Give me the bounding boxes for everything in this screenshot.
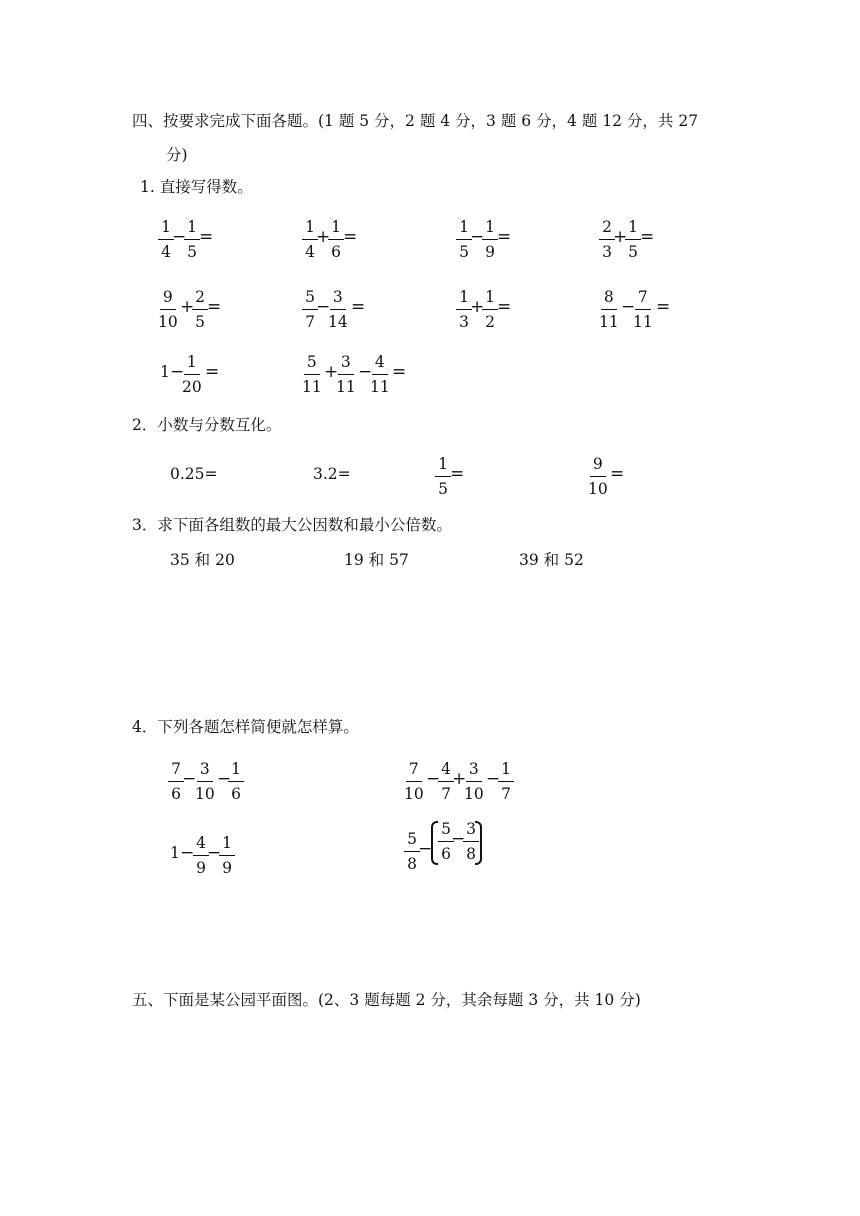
fraction xyxy=(482,290,498,330)
numerator: 1 xyxy=(184,220,200,240)
numerator: 1 xyxy=(498,762,514,782)
denominator: 10 xyxy=(588,479,608,498)
fraction xyxy=(482,220,498,260)
denominator: 11 xyxy=(302,377,322,396)
denominator: 9 xyxy=(196,858,206,877)
operator: + xyxy=(470,297,485,317)
fraction xyxy=(588,457,608,497)
equals-sign: = xyxy=(199,227,214,247)
fraction xyxy=(633,290,653,330)
numerator: 7 xyxy=(168,762,184,782)
denominator: 11 xyxy=(370,377,390,396)
numerator: 2 xyxy=(599,220,615,240)
equals-sign: = xyxy=(207,297,222,317)
operator: − xyxy=(418,839,433,859)
section4-heading-line1: 四、按要求完成下面各题。(1 题 5 分，2 题 4 分，3 题 6 分，4 题 12 分，共 27 xyxy=(132,112,699,130)
operator: − xyxy=(621,297,636,317)
numerator: 1 xyxy=(228,762,244,782)
equals-sign: = xyxy=(343,227,358,247)
operator: − xyxy=(316,297,331,317)
equals-sign: = xyxy=(392,362,407,382)
denominator: 9 xyxy=(222,858,232,877)
equals-sign: = xyxy=(610,464,625,484)
numerator: 1 xyxy=(482,290,498,310)
q4-title: 4．下列各题怎样简便就怎样算。 xyxy=(132,718,359,736)
denominator: 4 xyxy=(161,242,171,261)
fraction xyxy=(192,290,208,330)
denominator: 5 xyxy=(628,242,638,261)
numerator: 1 xyxy=(328,220,344,240)
denominator: 3 xyxy=(459,312,469,331)
fraction xyxy=(158,290,178,330)
fraction xyxy=(404,762,424,802)
q2-item-2: 3.2= xyxy=(313,465,351,483)
numerator: 5 xyxy=(404,832,420,852)
denominator: 5 xyxy=(459,242,469,261)
numerator: 7 xyxy=(635,290,651,310)
numerator: 4 xyxy=(372,355,388,375)
denominator: 6 xyxy=(171,784,181,803)
equals-sign: = xyxy=(640,227,655,247)
denominator: 10 xyxy=(404,784,424,803)
fraction xyxy=(435,457,451,497)
q1-title: 1. 直接写得数。 xyxy=(140,178,253,196)
q2-title: 2．小数与分数互化。 xyxy=(132,416,282,434)
q2-item-1: 0.25= xyxy=(170,465,218,483)
denominator: 6 xyxy=(231,784,241,803)
denominator: 11 xyxy=(599,312,619,331)
section4-heading-line2: 分) xyxy=(166,146,188,164)
equals-sign: = xyxy=(497,297,512,317)
denominator: 20 xyxy=(182,377,202,396)
operator: − xyxy=(486,769,501,789)
numerator: 1 xyxy=(435,457,451,477)
leading-number: 1 xyxy=(160,363,170,381)
denominator: 7 xyxy=(441,784,451,803)
operator: + xyxy=(452,769,467,789)
equals-sign: = xyxy=(656,297,671,317)
operator: + xyxy=(180,297,195,317)
equals-sign: = xyxy=(351,297,366,317)
operator: − xyxy=(358,362,373,382)
operator: − xyxy=(470,227,485,247)
numerator: 1 xyxy=(219,836,235,856)
denominator: 8 xyxy=(407,854,417,873)
q3-pair-3: 39 和 52 xyxy=(519,551,584,569)
numerator: 3 xyxy=(197,762,213,782)
equals-sign: = xyxy=(205,362,220,382)
fraction xyxy=(625,220,641,260)
fraction xyxy=(328,220,344,260)
fraction xyxy=(370,355,390,395)
operator: − xyxy=(172,227,187,247)
numerator: 4 xyxy=(438,762,454,782)
operator: + xyxy=(316,227,331,247)
fraction xyxy=(336,355,356,395)
denominator: 6 xyxy=(441,844,451,863)
numerator: 5 xyxy=(302,290,318,310)
numerator: 1 xyxy=(456,220,472,240)
fraction xyxy=(464,762,484,802)
denominator: 5 xyxy=(195,312,205,331)
fraction xyxy=(328,290,348,330)
numerator: 3 xyxy=(466,762,482,782)
fraction xyxy=(228,762,244,802)
numerator: 9 xyxy=(590,457,606,477)
denominator: 3 xyxy=(602,242,612,261)
numerator: 1 xyxy=(625,220,641,240)
numerator: 1 xyxy=(302,220,318,240)
numerator: 4 xyxy=(193,836,209,856)
denominator: 11 xyxy=(336,377,356,396)
operator: − xyxy=(451,829,466,849)
denominator: 6 xyxy=(331,242,341,261)
leading-number: 1 xyxy=(170,844,180,862)
numerator: 2 xyxy=(192,290,208,310)
denominator: 5 xyxy=(438,479,448,498)
operator: + xyxy=(324,362,339,382)
q3-title: 3．求下面各组数的最大公因数和最小公倍数。 xyxy=(132,516,452,534)
operator: + xyxy=(613,227,628,247)
fraction xyxy=(182,355,202,395)
right-parenthesis xyxy=(475,821,482,865)
numerator: 5 xyxy=(438,822,454,842)
numerator: 3 xyxy=(463,822,479,842)
denominator: 10 xyxy=(158,312,178,331)
fraction xyxy=(599,290,619,330)
equals-sign: = xyxy=(497,227,512,247)
operator: − xyxy=(170,362,185,382)
denominator: 4 xyxy=(305,242,315,261)
numerator: 3 xyxy=(338,355,354,375)
fraction xyxy=(195,762,215,802)
denominator: 5 xyxy=(187,242,197,261)
denominator: 10 xyxy=(464,784,484,803)
numerator: 5 xyxy=(304,355,320,375)
numerator: 1 xyxy=(184,355,200,375)
denominator: 11 xyxy=(633,312,653,331)
denominator: 7 xyxy=(501,784,511,803)
numerator: 3 xyxy=(330,290,346,310)
numerator: 1 xyxy=(482,220,498,240)
operator: − xyxy=(182,769,197,789)
denominator: 8 xyxy=(466,844,476,863)
numerator: 1 xyxy=(456,290,472,310)
numerator: 7 xyxy=(406,762,422,782)
numerator: 8 xyxy=(601,290,617,310)
numerator: 1 xyxy=(158,220,174,240)
fraction xyxy=(302,355,322,395)
section5-heading: 五、下面是某公园平面图。(2、3 题每题 2 分，其余每题 3 分，共 10 分) xyxy=(132,991,641,1009)
equals-sign: = xyxy=(450,464,465,484)
operator: − xyxy=(180,843,195,863)
q3-pair-1: 35 和 20 xyxy=(170,551,235,569)
denominator: 2 xyxy=(485,312,495,331)
denominator: 14 xyxy=(328,312,348,331)
denominator: 9 xyxy=(485,242,495,261)
q3-pair-2: 19 和 57 xyxy=(344,551,409,569)
denominator: 7 xyxy=(305,312,315,331)
left-parenthesis xyxy=(431,821,438,865)
fraction xyxy=(219,836,235,876)
numerator: 9 xyxy=(160,290,176,310)
fraction xyxy=(184,220,200,260)
denominator: 10 xyxy=(195,784,215,803)
operator: − xyxy=(426,769,441,789)
operator: − xyxy=(207,843,222,863)
fraction xyxy=(498,762,514,802)
operator: − xyxy=(217,769,232,789)
